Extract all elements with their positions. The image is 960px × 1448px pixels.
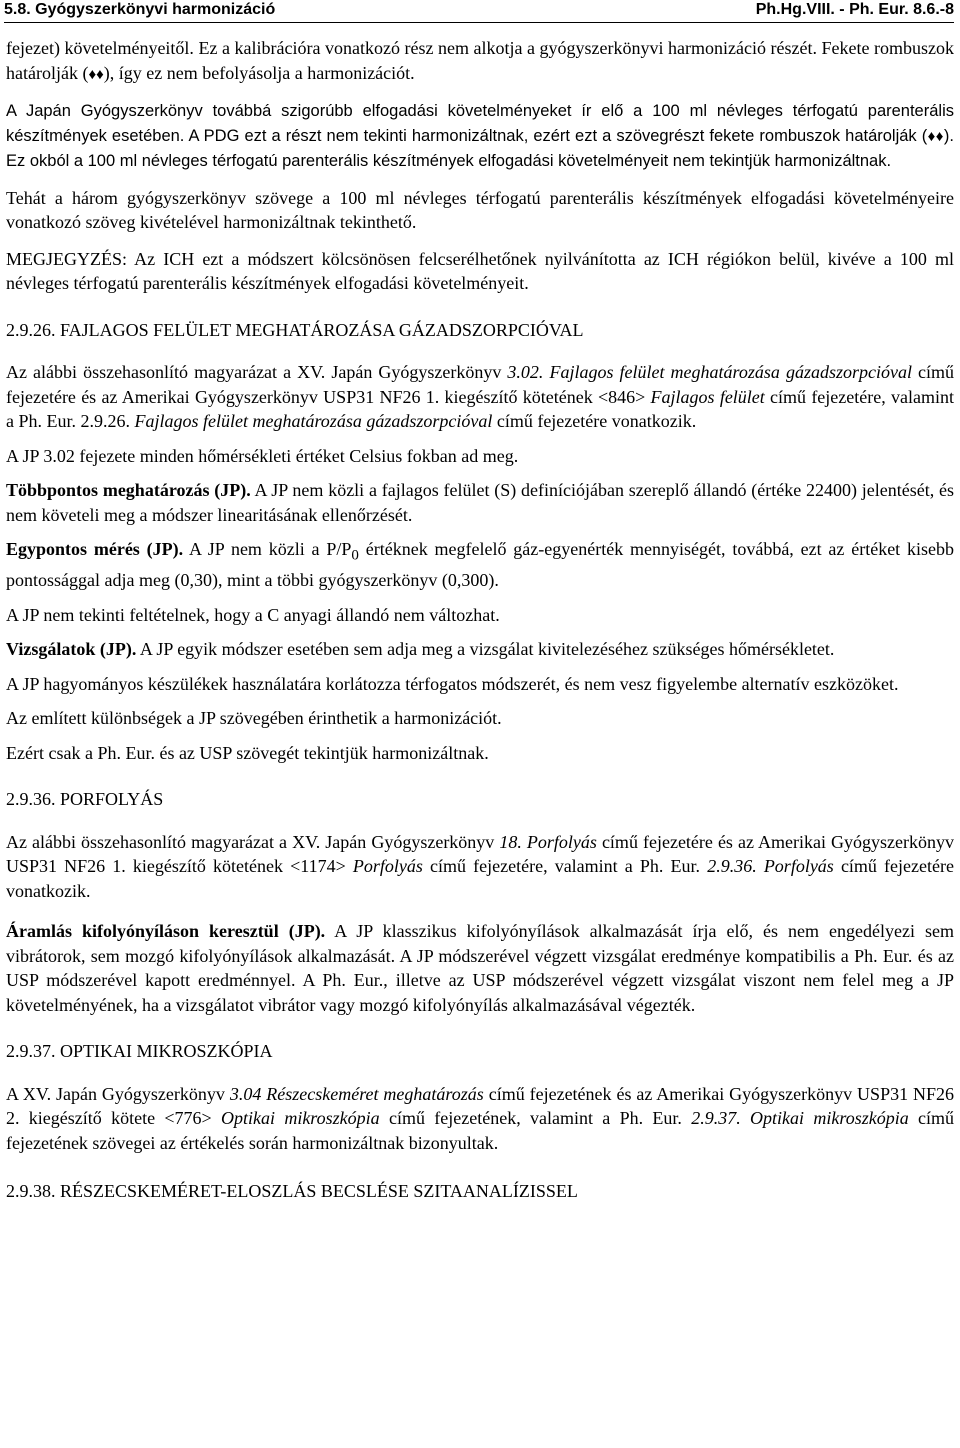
paragraph-celsius: A JP 3.02 fejezete minden hőmérsékleti értéket Celsius fokban ad meg. (6, 445, 519, 466)
text-segment: című fejezetére, valamint a Ph. Eur. 2.9.26. (6, 386, 954, 431)
text-segment: A XV. Japán Gyógyszerkönyv (6, 1083, 230, 1104)
chapter-title-italic: 3.02. Fajlagos felület meghatározása gázadszorpcióval (507, 362, 912, 382)
paragraph-orifice-flow (6, 919, 954, 1017)
paragraph-differences: Az említett különbségek a JP szövegében érinthetik a harmonizációt. (6, 708, 502, 729)
paragraph-japan-requirements (6, 99, 954, 174)
text-segment: című fejezetének, valamint a Ph. Eur. (379, 1108, 692, 1129)
subscript: 0 (351, 547, 359, 564)
document-body (6, 36, 954, 1204)
chapter-title-italic: Fajlagos felület (650, 386, 765, 407)
text-segment: A Japán Gyógyszerkönyv továbbá szigorúbb elfogadási követelményeket ír elő a 100 ml névleges térfogatú parenterális készítmények esetében. A PDG ezt a részt nem tekinti harmonizáltnak, ezért ezt a szövegrészt fekete rombuszok határolják ( (6, 102, 954, 145)
text-segment: című fejezetére vonatkozik. (492, 411, 697, 431)
paragraph-2-9-26-intro (6, 360, 954, 434)
paragraph-apparatus: A JP hagyományos készülékek használatára korlátozza térfogatos módszerét, és nem vesz figyelembe alternatív eszközöket. (6, 673, 899, 694)
paragraph-tests (6, 637, 954, 662)
text-segment: A JP nem közli a P/P (183, 539, 352, 559)
black-diamond-marker-icon: ♦♦ (927, 127, 944, 145)
chapter-title-italic: Fajlagos felület meghatározása gázadszorpcióval (134, 411, 493, 431)
chapter-title-italic: Optikai mikroszkópia (221, 1108, 380, 1129)
chapter-title-italic: 2.9.36. Porfolyás (707, 856, 834, 877)
bold-lead: Egypontos mérés (JP). (6, 539, 184, 559)
paragraph-singlepoint (6, 537, 954, 593)
text-segment: fejezet) követelményeitől. Ez a kalibrációra vonatkozó rész nem alkotja a gyógyszerkönyvi harmonizáció részét. Fekete rombuszok határolják ( (6, 38, 954, 83)
text-segment: című fejezetére, valamint a Ph. Eur. (422, 856, 708, 877)
chapter-title-italic: 2.9.37. Optikai mikroszkópia (691, 1108, 909, 1129)
text-segment: ). Ez okból a 100 ml névleges térfogatú parenterális készítmények elfogadási követelményeit nem tekintjük harmonizáltnak. (6, 126, 954, 170)
paragraph-2-9-36-intro (6, 830, 954, 904)
text-segment: A JP nem közli a fajlagos felület (S) definíciójában szereplő állandó (értéke 22400) jelentését, és nem követeli meg a módszer linearitásának ellenőrzését. (6, 480, 954, 525)
header-section-title: 5.8. Gyógyszerkönyvi harmonizáció (4, 1, 276, 18)
bold-lead: Vizsgálatok (JP). (6, 639, 137, 660)
text-segment: című fejezetének és az Amerikai Gyógyszerkönyv USP31 NF26 2. kiegészítő kötete <776> (6, 1083, 955, 1129)
text-segment: A JP klasszikus kifolyónyílások alkalmazását írja elő, és nem engedélyezi sem vibrátorok, sem mozgó kifolyónyílások alkalmazását. A JP módszerével végzett vizsgálat eredménye kompatibilis a Ph. Eur. és az USP módszerével kapott eredménnyel. A Ph. Eur., illetve az USP módszerével végzett vizsgálat viszont nem felel meg a JP követelményének, ha a vizsgálatot vibrátor vagy mozgó kifolyónyílás alkalmazásával végezték. (6, 921, 954, 1015)
chapter-title-italic: 3.04 Részecskeméret meghatározás (229, 1083, 484, 1104)
header-page-ref: Ph.Hg.VIII. - Ph. Eur. 8.6.-8 (755, 1, 954, 18)
text-segment: című fejezetére vonatkozik. (6, 856, 954, 901)
bold-lead: Áramlás kifolyónyíláson keresztül (JP). (6, 921, 326, 942)
text-segment: című fejezetére és az Amerikai Gyógyszerkönyv USP31 NF26 1. kiegészítő kötetének <1174> (6, 831, 954, 877)
paragraph-summary: Tehát a három gyógyszerkönyv szövege a 100 ml névleges térfogatú parenterális készítmények elfogadási követelményeire vonatkozó szöveg kivételével harmonizáltnak tekinthető. (6, 187, 954, 232)
section-heading-2-9-37: 2.9.37. OPTIKAI MIKROSZKÓPIA (6, 1041, 273, 1062)
text-segment: A JP egyik módszer esetében sem adja meg a vizsgálat kivitelezéséhez szükséges hőmérsékletet. (136, 639, 835, 660)
paragraph-harmonised: Ezért csak a Ph. Eur. és az USP szövegét tekintjük harmonizáltnak. (6, 742, 489, 763)
black-diamond-marker-icon: ♦♦ (88, 66, 104, 83)
page-header (4, 0, 954, 23)
text-segment: Az alábbi összehasonlító magyarázat a XV. Japán Gyógyszerkönyv (6, 362, 508, 382)
paragraph-2-9-37-intro (6, 1082, 954, 1156)
chapter-title-italic: Porfolyás (352, 856, 423, 877)
text-segment: Az alábbi összehasonlító magyarázat a XV. Japán Gyógyszerkönyv (6, 831, 500, 852)
text-segment: című fejezetére és az Amerikai Gyógyszerkönyv USP31 NF26 1. kiegészítő kötetének <846> (6, 362, 954, 407)
paragraph-calibration (6, 36, 954, 87)
paragraph-c-constant: A JP nem tekinti feltételnek, hogy a C anyagi állandó nem változhat. (6, 604, 500, 625)
text-segment: értéknek megfelelő gáz-egyenérték mennyiségét, továbbá, ezt az értéket kisebb pontossággal adja meg (0,30), mint a többi gyógyszerkönyv (0,300). (6, 539, 955, 591)
section-heading-2-9-26: 2.9.26. FAJLAGOS FELÜLET MEGHATÁROZÁSA GÁZADSZORPCIÓVAL (6, 319, 584, 340)
text-segment: című fejezetének szövegei az értékelés során harmonizáltnak bizonyultak. (6, 1108, 955, 1153)
paragraph-note: MEGJEGYZÉS: Az ICH ezt a módszert kölcsönösen felcserélhetőnek nyilvánította az ICH régiókon belül, kivéve a 100 ml névleges térfogatú parenterális készítmények elfogadási követelményeit. (6, 248, 954, 293)
bold-lead: Többpontos meghatározás (JP). (6, 480, 251, 500)
paragraph-multipoint (6, 478, 954, 527)
section-heading-2-9-38: 2.9.38. RÉSZECSKEMÉRET-ELOSZLÁS BECSLÉSE SZITAANALÍZISSEL (6, 1181, 578, 1202)
text-segment: ), így ez nem befolyásolja a harmonizációt. (103, 62, 415, 83)
chapter-title-italic: 18. Porfolyás (499, 831, 597, 852)
section-heading-2-9-36: 2.9.36. PORFOLYÁS (6, 789, 164, 810)
